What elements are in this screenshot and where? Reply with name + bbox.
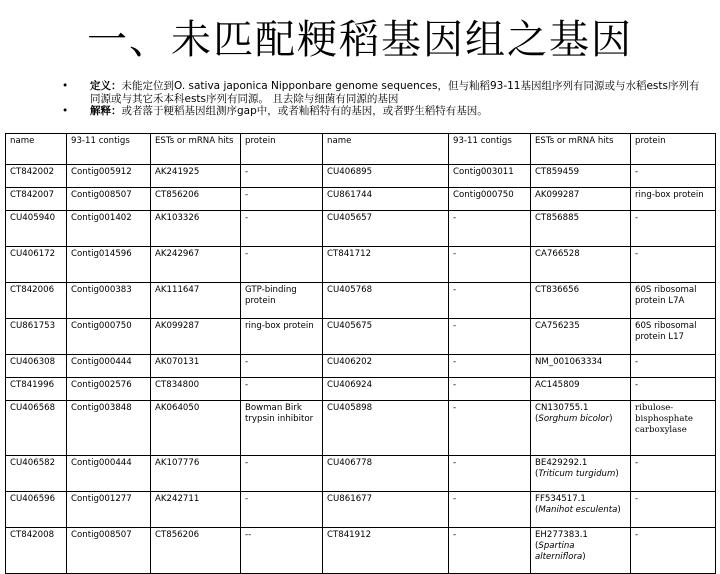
- table-cell: -: [449, 456, 531, 492]
- table-cell: Contig000444: [67, 456, 151, 492]
- table-cell: NM_001063334: [531, 355, 631, 378]
- table-cell: Contig008507: [67, 188, 151, 211]
- table-cell: Bowman Birk trypsin inhibitor: [241, 401, 323, 456]
- table-cell: CT841912: [323, 528, 449, 574]
- table-cell: -: [241, 247, 323, 283]
- table-cell: AK099287: [531, 188, 631, 211]
- table-cell: Contig001277: [67, 492, 151, 528]
- bullet-list: [62, 80, 702, 118]
- table-cell: -: [449, 319, 531, 355]
- table-cell: -: [241, 165, 323, 188]
- bullet-dot: •: [62, 80, 69, 92]
- table-cell: BE429292.1 (Triticum turgidum): [531, 456, 631, 492]
- table-cell: CN130755.1 (Sorghum bicolor): [531, 401, 631, 456]
- table-cell: -: [449, 378, 531, 401]
- table-cell: -: [631, 247, 716, 283]
- table-cell: CA766528: [531, 247, 631, 283]
- table-cell: CT842002: [6, 165, 67, 188]
- header-cell: 93-11 contigs: [67, 134, 151, 165]
- header-cell: protein: [241, 134, 323, 165]
- table-cell: CT836656: [531, 283, 631, 319]
- table-cell: Contig003011: [449, 165, 531, 188]
- table-cell: CU861753: [6, 319, 67, 355]
- table-cell: CU406924: [323, 378, 449, 401]
- table-cell: FF534517.1 (Manihot esculenta): [531, 492, 631, 528]
- table-cell: --: [241, 528, 323, 574]
- table-cell: -: [449, 211, 531, 247]
- table-cell: -: [631, 492, 716, 528]
- table-cell: EH277383.1 (Spartina alterniflora): [531, 528, 631, 574]
- table-cell: CU406172: [6, 247, 67, 283]
- table-cell: GTP-binding protein: [241, 283, 323, 319]
- table-cell: CU405768: [323, 283, 449, 319]
- table-cell: CU406202: [323, 355, 449, 378]
- table-cell: CU406308: [6, 355, 67, 378]
- table-cell: -: [449, 247, 531, 283]
- table-row: [6, 456, 716, 492]
- table-cell: CT859459: [531, 165, 631, 188]
- explanation-bullet: [62, 105, 702, 118]
- species-name: Spartina alterniflora: [535, 541, 583, 562]
- table-cell: 60S ribosomal protein L17: [631, 319, 716, 355]
- table-cell: 60S ribosomal protein L7A: [631, 283, 716, 319]
- table-row: [6, 188, 716, 211]
- table-cell: -: [241, 211, 323, 247]
- table-cell: Contig001402: [67, 211, 151, 247]
- table-cell: -: [631, 211, 716, 247]
- table-cell: Contig003848: [67, 401, 151, 456]
- table-cell: Contig000750: [449, 188, 531, 211]
- header-cell: ESTs or mRNA hits: [151, 134, 241, 165]
- table-cell: -: [241, 355, 323, 378]
- table-cell: CU405657: [323, 211, 449, 247]
- table-row: [6, 355, 716, 378]
- table-cell: CU406895: [323, 165, 449, 188]
- gene-table: [5, 133, 716, 574]
- table-row: [6, 401, 716, 456]
- table-cell: Contig000750: [67, 319, 151, 355]
- table-cell: AK242967: [151, 247, 241, 283]
- table-cell: CU405675: [323, 319, 449, 355]
- table-cell: -: [449, 283, 531, 319]
- table-cell: -: [631, 165, 716, 188]
- header-cell: name: [6, 134, 67, 165]
- table-cell: ring-box protein: [241, 319, 323, 355]
- header-cell: name: [323, 134, 449, 165]
- table-cell: CT856206: [151, 528, 241, 574]
- table-cell: CU406778: [323, 456, 449, 492]
- table-row: [6, 492, 716, 528]
- table-cell: -: [449, 355, 531, 378]
- table-row: [6, 319, 716, 355]
- table-cell: ribulose-bisphosphate carboxylase: [631, 401, 716, 456]
- table-cell: -: [449, 492, 531, 528]
- table-cell: ring-box protein: [631, 188, 716, 211]
- table-cell: CU861677: [323, 492, 449, 528]
- definition-bullet: [62, 80, 702, 105]
- bullet-dot: •: [62, 105, 69, 117]
- table-row: [6, 247, 716, 283]
- table-cell: -: [631, 528, 716, 574]
- table-header-row: [6, 134, 716, 165]
- table-cell: Contig000444: [67, 355, 151, 378]
- table-cell: CU406568: [6, 401, 67, 456]
- slide-title: 一、未匹配粳稻基因组之基因: [87, 17, 633, 63]
- table-cell: CT842008: [6, 528, 67, 574]
- table-cell: CT856206: [151, 188, 241, 211]
- table-cell: AK242711: [151, 492, 241, 528]
- table-cell: -: [241, 492, 323, 528]
- header-cell: ESTs or mRNA hits: [531, 134, 631, 165]
- table-cell: -: [631, 355, 716, 378]
- bullet-term: 定义：: [90, 80, 122, 92]
- table-cell: AK064050: [151, 401, 241, 456]
- table-cell: AK103326: [151, 211, 241, 247]
- table-row: [6, 165, 716, 188]
- table-cell: -: [449, 401, 531, 456]
- species-name: Sorghum bicolor: [538, 414, 610, 424]
- table-cell: -: [449, 528, 531, 574]
- table-cell: -: [241, 456, 323, 492]
- table-cell: Contig014596: [67, 247, 151, 283]
- table-cell: CU861744: [323, 188, 449, 211]
- table-cell: Contig005912: [67, 165, 151, 188]
- table-cell: Contig002576: [67, 378, 151, 401]
- table-cell: CT856885: [531, 211, 631, 247]
- species-name: Triticum turgidum: [538, 469, 616, 479]
- table-cell: AK099287: [151, 319, 241, 355]
- bullet-text: 或者落于粳稻基因组测序gap中，或者籼稻特有的基因，或者野生稻特有基因。: [121, 105, 488, 117]
- table-cell: -: [631, 378, 716, 401]
- table-row: [6, 211, 716, 247]
- table-cell: CU405940: [6, 211, 67, 247]
- table-cell: Contig000383: [67, 283, 151, 319]
- table-cell: -: [241, 378, 323, 401]
- table-cell: AC145809: [531, 378, 631, 401]
- table-cell: -: [241, 188, 323, 211]
- table-cell: CT841712: [323, 247, 449, 283]
- table-cell: AK107776: [151, 456, 241, 492]
- table-cell: CT834800: [151, 378, 241, 401]
- table-row: [6, 283, 716, 319]
- table-cell: AK070131: [151, 355, 241, 378]
- table-cell: CT841996: [6, 378, 67, 401]
- header-cell: protein: [631, 134, 716, 165]
- table-cell: AK241925: [151, 165, 241, 188]
- bullet-text: 未能定位到O. sativa japonica Nipponbare genome sequences，但与籼稻93-11基因组序列有同源或与水稻ests序列有同源或与其它禾本科ests序列有同源。 且去除与细菌有同源的基因: [90, 80, 700, 105]
- table-cell: CU405898: [323, 401, 449, 456]
- table-row: [6, 378, 716, 401]
- table-cell: -: [631, 456, 716, 492]
- table-cell: Contig008507: [67, 528, 151, 574]
- bullet-term: 解释：: [90, 105, 122, 117]
- table-cell: AK111647: [151, 283, 241, 319]
- table-row: [6, 528, 716, 574]
- table-cell: CA756235: [531, 319, 631, 355]
- table-cell: CT842006: [6, 283, 67, 319]
- table-cell: CT842007: [6, 188, 67, 211]
- table-cell: CU406582: [6, 456, 67, 492]
- species-name: Manihot esculenta: [538, 505, 618, 515]
- header-cell: 93-11 contigs: [449, 134, 531, 165]
- table-cell: CU406596: [6, 492, 67, 528]
